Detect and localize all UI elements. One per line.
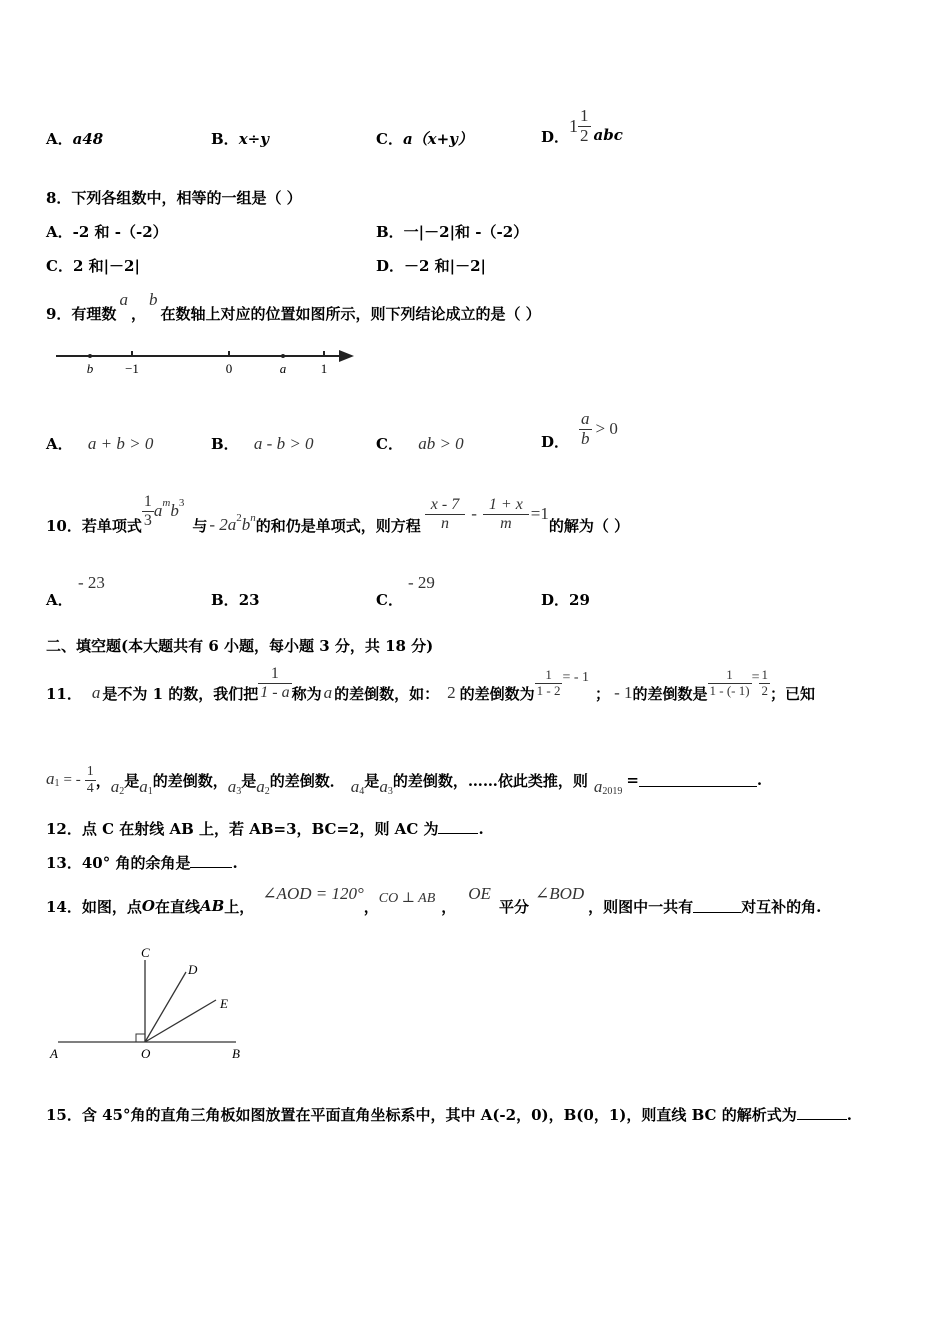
q10-stem-mid: 的和仍是单项式，则方程 <box>255 516 421 535</box>
q11-a4-sub: 4 <box>359 785 365 797</box>
q9-number-line <box>52 345 362 377</box>
q14-post2: 对互补的角. <box>741 897 822 916</box>
q9-stem-pre: 9．有理数 <box>46 305 117 323</box>
q14-fig-label-d: D <box>188 962 198 977</box>
q8-option-b: B．一|－2|和 -（-2） <box>376 223 529 241</box>
q13-answer-blank[interactable] <box>190 855 232 868</box>
q14-stem <box>46 882 821 918</box>
q11-tail: . <box>756 771 763 789</box>
q7-option-c-text: a（x+y） <box>402 130 473 148</box>
q9-stem <box>46 290 541 324</box>
q11-a2: a <box>110 777 120 796</box>
q11-a2b-sub: 2 <box>264 785 270 797</box>
q7-option-d-denominator: 2 <box>580 125 589 145</box>
q12-answer-blank[interactable] <box>438 821 478 834</box>
q10-option-b-letter: B． <box>211 591 239 609</box>
q11-text-4: 的差倒数为 <box>459 684 535 703</box>
q14-fig-label-c: C <box>141 945 150 960</box>
q15-answer-blank[interactable] <box>797 1107 847 1120</box>
q9-option-d-letter: D． <box>541 432 570 451</box>
q10-option-d-letter: D． <box>541 591 570 609</box>
q11-f3-num: 1 <box>708 668 752 683</box>
q11-tail-eq: = <box>626 771 639 789</box>
q11-is-1: 是 <box>124 771 140 790</box>
q12-tail: . <box>478 820 484 838</box>
q14-fig-label-a: A <box>50 1046 58 1061</box>
q9-option-b-expr: a - b > 0 <box>253 434 314 453</box>
q11-a1-fraction <box>85 764 96 796</box>
q13 <box>46 852 238 873</box>
q11-of-3: 的差倒数，……依此类推，则 <box>392 771 588 790</box>
q8-stem: 8．下列各组数中，相等的一组是（ ） <box>46 189 302 207</box>
q11-line-2 <box>46 758 762 802</box>
q9-label-0: 0 <box>225 361 233 376</box>
q7-option-d <box>541 103 623 149</box>
q14-answer-blank[interactable] <box>693 900 741 913</box>
q11-answer-blank[interactable] <box>639 774 757 787</box>
q11-a3b-sub: 3 <box>387 785 393 797</box>
q11-a3: a <box>227 777 237 796</box>
q14-bisect: 平分 <box>498 897 529 916</box>
q12 <box>46 818 484 839</box>
q11-var-a-2: a <box>323 683 333 702</box>
q10-option-c-letter: C． <box>376 591 403 609</box>
q11-line-1 <box>46 660 815 706</box>
q11-a1b-sub: 1 <box>147 785 153 797</box>
q10-option-d <box>541 589 590 610</box>
q8-option-a: A．-2 和 -（-2） <box>46 223 168 241</box>
q14-pre: 14．如图，点 <box>46 897 142 916</box>
q11-num: 11． <box>46 684 82 703</box>
q10-eq-f2-num: 1 + x <box>483 496 529 515</box>
q10-option-c-value: - 29 <box>408 573 435 592</box>
q10-mono2-exp1: 2 <box>236 512 242 524</box>
q14-mid1: 在直线 <box>154 897 200 916</box>
q11-a4: a <box>350 777 360 796</box>
q7-option-b <box>211 128 269 149</box>
q14-fig-ray-od <box>145 972 186 1042</box>
q11-a1-num: 1 <box>86 764 94 780</box>
q10-option-d-value: 29 <box>569 591 590 609</box>
q11-text-3: 的差倒数，如： <box>334 684 440 703</box>
q11-text-6: ；已知 <box>769 684 815 703</box>
q7-option-d-letter: D． <box>541 127 570 146</box>
q14-point-o: O <box>141 897 155 915</box>
q13-text: 13．40° 角的余角是 <box>46 854 191 872</box>
q11-text-5: 的差倒数是 <box>632 684 708 703</box>
q11-f3r-den: 2 <box>761 682 768 698</box>
q9-option-d-rest: > 0 <box>595 419 618 438</box>
q7-option-b-letter: B． <box>211 130 239 148</box>
q10-mono1-var: a <box>153 501 163 520</box>
q7-option-c <box>376 128 473 149</box>
q12-text: 12．点 C 在射线 AB 上，若 AB=3，BC=2，则 AC 为 <box>46 820 439 838</box>
q9-option-c <box>376 433 464 454</box>
q11-an: a <box>593 777 603 796</box>
q11-f2-num: 1 <box>535 668 563 683</box>
q8-option-c: C．2 和|－2| <box>46 257 140 275</box>
q11-fraction-3 <box>708 668 752 698</box>
q11-text-2: 称为 <box>291 684 322 703</box>
q14-fig-ray-oe <box>145 1000 216 1042</box>
q11-f1-num: 1 <box>258 665 291 684</box>
q11-fraction-def <box>258 665 291 701</box>
q14-comma-2: ， <box>441 897 457 916</box>
q9-axis-arrow <box>339 350 354 362</box>
q7-option-d-text: abc <box>593 126 623 144</box>
q9-option-a-expr: a + b > 0 <box>87 434 154 453</box>
q11-text-1: 是不为 1 的数，我们把 <box>102 684 259 703</box>
q7-option-a-letter: A． <box>46 130 73 148</box>
q9-option-a-letter: A． <box>46 435 73 453</box>
section-2-title: 二、填空题(本大题共有 6 小题，每小题 3 分，共 18 分) <box>46 637 434 655</box>
q15 <box>46 1104 852 1125</box>
q14-perp: CO ⊥ AB <box>378 890 436 906</box>
q10-mono2-exp2: n <box>250 512 256 524</box>
q9-point-a <box>281 354 285 358</box>
q10-with: 与 <box>192 516 208 535</box>
q9-label-1: 1 <box>320 361 328 376</box>
q11-comma-1: ， <box>95 771 111 790</box>
q10-eq-f1-num: x - 7 <box>425 496 465 515</box>
q7-option-a <box>46 128 103 149</box>
q15-tail: . <box>846 1106 852 1124</box>
q10-mono1-num: 1 <box>143 492 152 510</box>
q14-fig-label-o: O <box>141 1046 151 1061</box>
q10-eq-rhs: =1 <box>530 504 549 523</box>
q11-a3b: a <box>379 777 388 796</box>
q9-comma: ， <box>130 305 146 323</box>
q10-eq-f1-den: n <box>441 514 449 532</box>
q13-tail: . <box>232 854 238 872</box>
q11-f3r-num: 1 <box>761 667 768 683</box>
q10-mono2: - 2a <box>209 515 237 534</box>
q10-option-b-value: 23 <box>238 591 260 609</box>
q10-stem-post: 的解为（ ） <box>548 516 630 535</box>
q10-option-a-letter: A． <box>46 591 73 609</box>
q11-f2-rhs: = - 1 <box>562 670 590 685</box>
q11-f2-den: 1 - 2 <box>536 682 561 698</box>
q9-option-c-letter: C． <box>376 435 403 453</box>
q11-a2b: a <box>256 777 265 796</box>
q9-option-b-letter: B． <box>211 435 239 453</box>
q9-label-neg1: −1 <box>125 361 139 376</box>
q14-fig-label-b: B <box>232 1046 240 1061</box>
q9-option-d-fraction <box>579 410 592 448</box>
q10-stem <box>46 490 629 538</box>
q14-fig-right-angle-mark <box>136 1034 145 1042</box>
q9-option-d <box>541 405 618 453</box>
q10-mono1-var2: b <box>170 501 179 520</box>
q10-mono1-exp1: m <box>162 497 171 509</box>
q14-post: ，则图中一共有 <box>588 897 694 916</box>
q10-option-a-value: - 23 <box>78 573 105 592</box>
q11-is-3: 是 <box>364 771 380 790</box>
q11-a3-sub: 3 <box>236 785 242 797</box>
q10-eq-fraction-2 <box>483 496 529 532</box>
q11-two: 2 <box>447 683 456 702</box>
q7-option-d-whole: 1 <box>569 115 579 136</box>
q11-f1-den: 1 - a <box>260 683 290 701</box>
q11-f3-eq: = <box>751 670 760 685</box>
q14-oe: OE <box>468 884 491 903</box>
q9-var-a: a <box>119 290 128 309</box>
q9-option-a <box>46 433 153 454</box>
q10-mono1-coef <box>142 493 154 529</box>
q11-is-2: 是 <box>241 771 257 790</box>
q11-neg1: - 1 <box>614 683 633 702</box>
q11-fraction-3-result <box>759 668 770 698</box>
q10-stem-pre: 10．若单项式 <box>46 516 142 535</box>
q14-line-ab: AB <box>199 897 225 915</box>
q14-on: 上， <box>224 897 255 916</box>
q11-var-a: a <box>91 683 101 702</box>
q11-of-1: 的差倒数， <box>152 771 228 790</box>
q8-option-d: D．－2 和|－2| <box>376 257 487 275</box>
q14-angle-bod: ∠BOD <box>534 884 585 903</box>
q9-point-b <box>88 354 92 358</box>
q10-eq-minus: - <box>471 504 477 523</box>
q7-option-d-numerator: 1 <box>580 105 589 125</box>
q7-option-d-fraction <box>578 107 591 145</box>
q14-fig-label-e: E <box>220 996 228 1011</box>
q10-mono1-den: 3 <box>143 511 152 529</box>
q7-option-c-letter: C． <box>376 130 403 148</box>
q11-an-sub: 2019 <box>602 785 623 797</box>
q9-label-b: b <box>86 361 94 376</box>
q9-var-b: b <box>148 290 158 309</box>
q14-figure <box>44 942 254 1067</box>
q14-comma-1: ， <box>363 897 379 916</box>
q11-a1b: a <box>139 777 148 796</box>
q7-option-b-text: x÷y <box>238 130 269 148</box>
q9-option-c-expr: ab > 0 <box>418 434 464 453</box>
q11-f3-den: 1 - (- 1) <box>709 682 750 698</box>
q11-fraction-2 <box>535 668 563 698</box>
q11-a1: a <box>46 769 55 788</box>
q11-of-2: 的差倒数． <box>269 771 345 790</box>
q11-a1-den: 4 <box>86 780 94 796</box>
q9-label-a: a <box>279 361 287 376</box>
q7-option-a-text: a48 <box>72 130 104 148</box>
q11-a1-eq: = - <box>63 771 81 788</box>
q9-stem-post: 在数轴上对应的位置如图所示，则下列结论成立的是（ ） <box>160 305 541 323</box>
q10-mono2-var2: b <box>241 515 251 534</box>
q9-option-b <box>211 433 314 454</box>
q9-option-d-denominator: b <box>581 428 590 448</box>
q14-angle-aod: ∠AOD = 120° <box>262 884 364 903</box>
q10-eq-fraction-1 <box>425 496 465 532</box>
q11-a2-sub: 2 <box>119 785 125 797</box>
q11-semicolon: ； <box>595 684 611 703</box>
q10-option-b <box>211 589 260 610</box>
q10-mono1-exp2: 3 <box>178 497 185 509</box>
q9-option-d-numerator: a <box>581 408 590 428</box>
q11-a1-sub: 1 <box>54 777 60 789</box>
q10-eq-f2-den: m <box>500 514 512 532</box>
q15-text: 15．含 45°角的直角三角板如图放置在平面直角坐标系中，其中 A(-2，0)，B(0，1)，则直线 BC 的解析式为 <box>46 1106 797 1124</box>
